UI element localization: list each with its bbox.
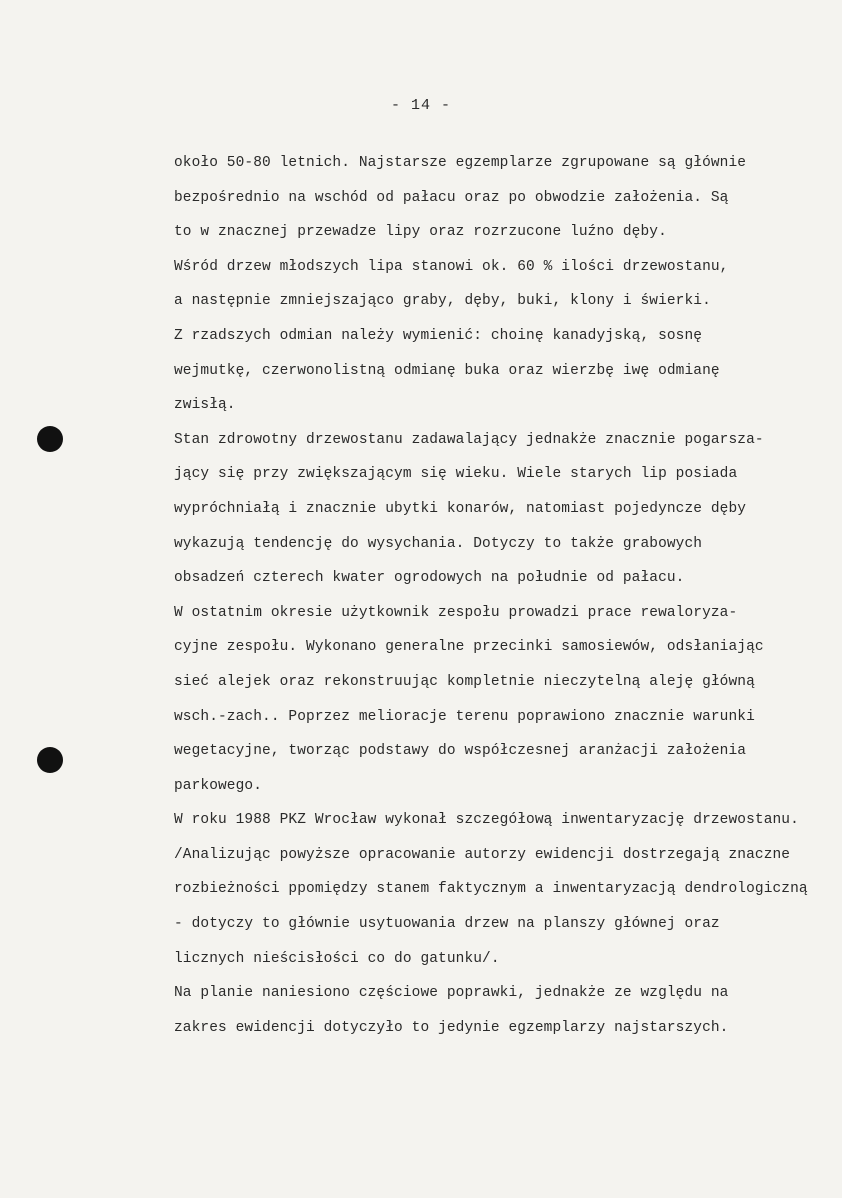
text-line: bezpośrednio na wschód od pałacu oraz po obwodzie założenia. Są — [174, 189, 729, 206]
punch-hole-top — [37, 426, 63, 452]
text-line: obsadzeń czterech kwater ogrodowych na południe od pałacu. — [174, 570, 685, 587]
text-line: wypróchniałą i znacznie ubytki konarów, natomiast pojedyncze dęby — [174, 500, 747, 517]
text-line: parkowego. — [174, 777, 263, 794]
text-line: wykazują tendencję do wysychania. Dotyczy to także grabowych — [174, 535, 703, 552]
text-line: jący się przy zwiększającym się wieku. Wiele starych lip posiada — [174, 466, 738, 483]
text-line: rozbieżności ppomiędzy stanem faktycznym a inwentaryzacją dendrologiczną — [174, 881, 808, 898]
text-line: Stan zdrowotny drzewostanu zadawalający jednakże znacznie pogarsza- — [174, 431, 764, 448]
page-number: - 14 - — [390, 97, 451, 114]
text-line: zwisłą. — [174, 397, 236, 414]
text-line: Z rzadszych odmian należy wymienić: choinę kanadyjską, sosnę — [174, 327, 703, 344]
text-line: wsch.-zach.. Poprzez melioracje terenu poprawiono znacznie warunki — [174, 708, 755, 725]
text-line: cyjne zespołu. Wykonano generalne przecinki samosiewów, odsłaniając — [174, 639, 764, 656]
text-line: W ostatnim okresie użytkownik zespołu prowadzi prace rewaloryza- — [174, 604, 738, 621]
text-line: /Analizując powyższe opracowanie autorzy ewidencji dostrzegają znaczne — [174, 846, 791, 863]
text-line: a następnie zmniejszająco graby, dęby, buki, klony i świerki. — [174, 293, 711, 310]
punch-hole-bottom — [37, 747, 63, 773]
text-line: - dotyczy to głównie usytuowania drzew na planszy głównej oraz — [174, 916, 720, 933]
text-line: W roku 1988 PKZ Wrocław wykonał szczegółową inwentaryzację drzewostanu. — [174, 812, 799, 829]
body-text — [174, 146, 814, 1045]
text-line: sieć alejek oraz rekonstruując kompletnie nieczytelną aleję główną — [174, 673, 755, 690]
text-line: Wśród drzew młodszych lipa stanowi ok. 60 % ilości drzewostanu, — [174, 258, 729, 275]
text-line: Na planie naniesiono częściowe poprawki, jednakże ze względu na — [174, 985, 729, 1002]
text-line: licznych nieścisłości co do gatunku/. — [174, 950, 500, 967]
text-line: to w znacznej przewadze lipy oraz rozrzucone luźno dęby. — [174, 224, 667, 241]
text-line: wejmutkę, czerwonolistną odmianę buka oraz wierzbę iwę odmianę — [174, 362, 720, 379]
text-line: wegetacyjne, tworząc podstawy do współczesnej aranżacji założenia — [174, 743, 747, 760]
text-line: około 50-80 letnich. Najstarsze egzemplarze zgrupowane są głównie — [174, 155, 747, 171]
text-line: zakres ewidencji dotyczyło to jedynie egzemplarzy najstarszych. — [174, 1019, 729, 1036]
